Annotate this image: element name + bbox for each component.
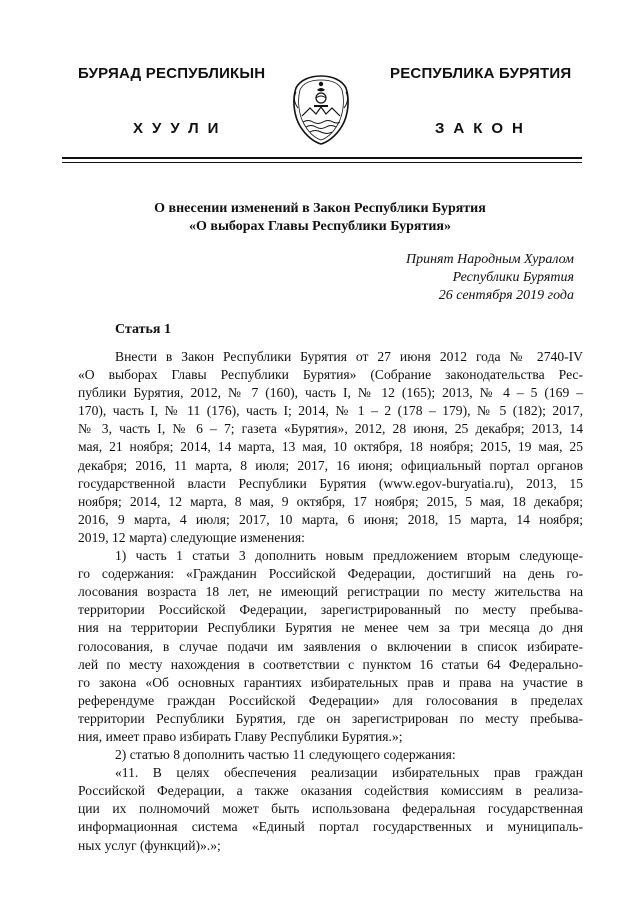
header-divider-thin xyxy=(62,162,582,163)
body-line: государственной власти Республики Бурятия (www.egov-buryatia.ru), 2013, 15 xyxy=(78,475,583,491)
body-line: «11. В целях обеспечения реализации избирательных прав граждан xyxy=(115,765,583,781)
body-line: декабря; 2016, 11 марта, 8 июля; 2017, 16 июня; официальный портал органов xyxy=(78,457,583,473)
body-line: лей по месту нахождения в соответствии с пунктом 16 статьи 64 Федерально- xyxy=(78,656,583,672)
law-title-line-2: «О выборах Главы Республики Бурятия» xyxy=(189,219,451,234)
article-heading: Статья 1 xyxy=(115,322,171,337)
body-line: Российской Федерации, а также оказания содействия комиссиям в реализа- xyxy=(78,783,583,799)
body-line: территории Республики Бурятия, где он зарегистрирован по месту пребыва- xyxy=(78,710,583,726)
body-line: публики Бурятия, 2012, № 7 (160), часть I, № 12 (165); 2013, № 4 – 5 (169 – xyxy=(78,385,583,401)
header-divider-thick xyxy=(62,157,582,159)
body-line: ноября; 2014, 12 марта, 8 мая, 9 октября, 17 ноября; 2015, 5 мая, 18 декабря; xyxy=(78,493,583,509)
body-line: ных услуг (функций)».»; xyxy=(78,837,221,853)
body-line: мая, 21 ноября; 2014, 14 марта, 13 мая, 10 октября, 18 ноября; 2015, 19 мая, 25 xyxy=(78,439,583,455)
body-line: территории Российской Федерации, зарегистрированный по месту пребыва- xyxy=(78,602,583,618)
header-left-subtitle: ХУУЛИ xyxy=(133,120,228,137)
body-line: 1) часть 1 статьи 3 дополнить новым предложением вторым следующе- xyxy=(115,548,583,564)
body-line: ния, имеет право избирать Главу Республики Бурятия.»; xyxy=(78,728,403,744)
body-line: лосования возраста 18 лет, не имеющий регистрации по месту жительства на xyxy=(78,584,583,600)
adopted-by-line-1: Принят Народным Хуралом xyxy=(405,252,574,267)
header-left-title: БУРЯАД РЕСПУБЛИКЫН xyxy=(78,65,266,82)
body-line: № 3, часть I, № 6 – 7; газета «Бурятия», 2012, 28 июня, 25 декабря; 2013, 14 xyxy=(78,421,583,437)
body-line: 2019, 12 марта) следующие изменения: xyxy=(78,529,305,545)
body-line: 2016, 9 марта, 4 июля; 2017, 10 марта, 6 июня; 2018, 15 марта, 14 ноября; xyxy=(78,511,583,527)
body-line: го закона «Об основных гарантиях избирательных прав и права на участие в xyxy=(78,674,583,690)
body-line: ния на территории Республики Бурятия не менее чем за три месяца до дня xyxy=(78,620,583,636)
body-line: информационная система «Единый портал государственных и муниципаль- xyxy=(78,819,583,835)
header-right-subtitle: ЗАКОН xyxy=(435,120,532,137)
body-line: 170), часть I, № 11 (176), часть I; 2014, № 1 – 2 (178 – 179), № 5 (182); 2017, xyxy=(78,403,583,419)
header-right-title: РЕСПУБЛИКА БУРЯТИЯ xyxy=(390,65,572,82)
article-body xyxy=(78,348,583,855)
body-line: ции их полномочий может быть использована федеральная государственная xyxy=(78,801,583,817)
buryatia-coat-of-arms-icon xyxy=(290,70,352,146)
law-title-line-1: О внесении изменений в Закон Республики Бурятия xyxy=(154,201,486,216)
adopted-by-line-2: Республики Бурятия xyxy=(452,270,574,285)
body-line: Внести в Закон Республики Бурятия от 27 июня 2012 года № 2740-IV xyxy=(115,349,583,364)
body-line: референдуме граждан Российской Федерации» для голосования в пределах xyxy=(78,692,583,708)
body-line: го содержания: «Гражданин Российской Федерации, достигший на день го- xyxy=(78,566,583,582)
body-line: «О выборах Главы Республики Бурятия» (Собрание законодательства Рес- xyxy=(78,367,583,383)
body-line: голосования, в случае подачи им заявления о включении в список избирате- xyxy=(78,638,583,654)
adopted-date: 26 сентября 2019 года xyxy=(438,288,574,303)
body-line: 2) статью 8 дополнить частью 11 следующего содержания: xyxy=(115,747,456,763)
